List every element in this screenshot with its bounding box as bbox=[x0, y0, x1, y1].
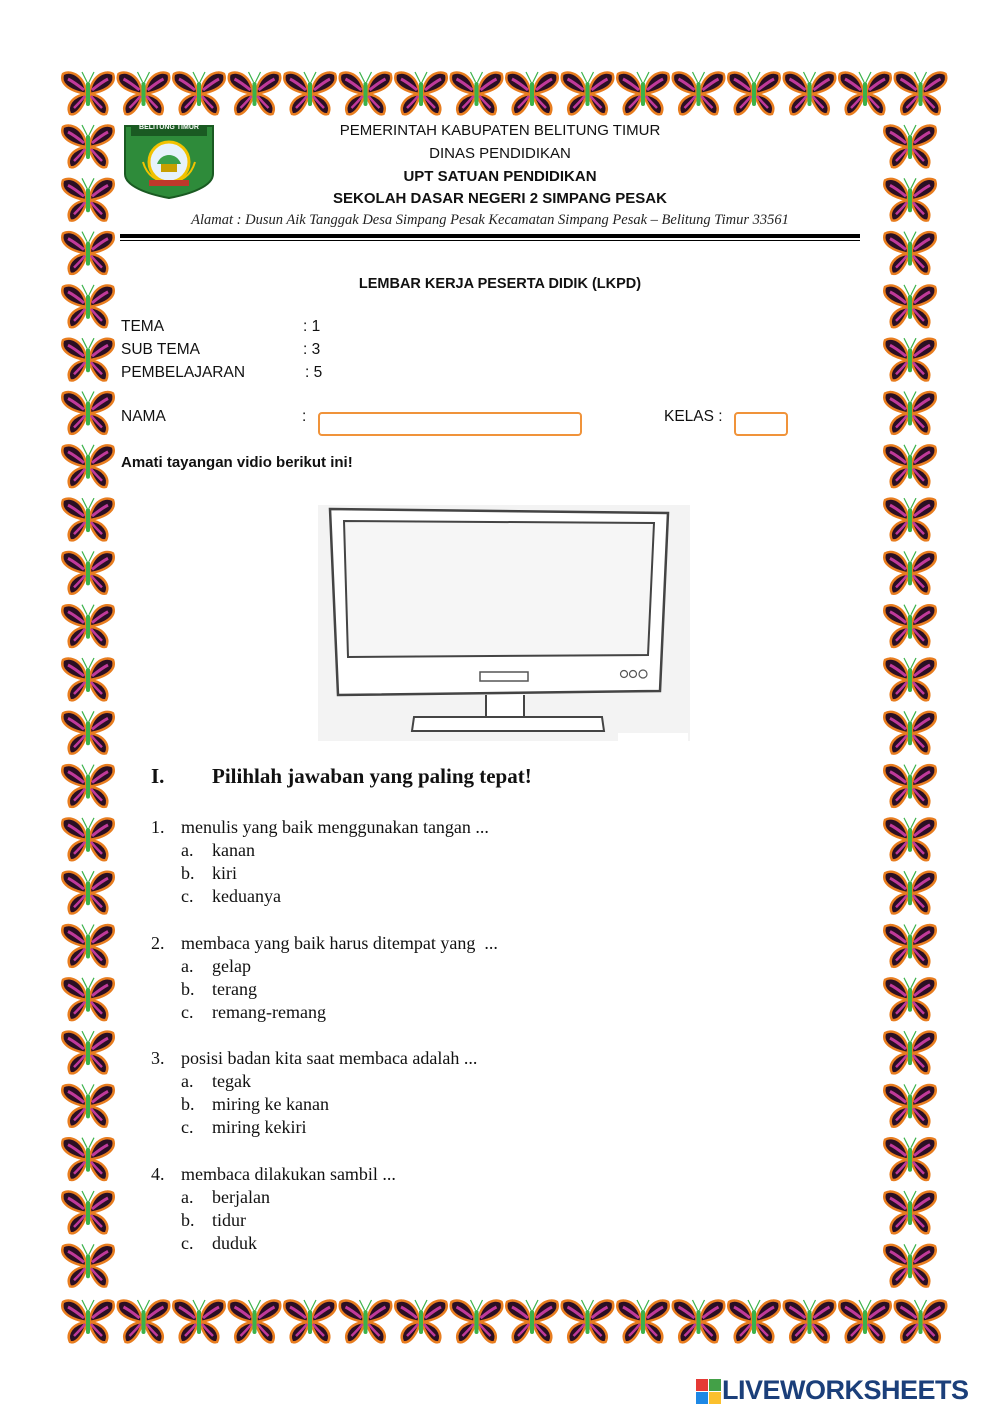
butterfly-icon bbox=[62, 72, 113, 114]
nama-colon: : bbox=[302, 408, 307, 425]
question-text: posisi badan kita saat membaca adalah ... bbox=[181, 1048, 478, 1068]
question-number: 2. bbox=[151, 933, 165, 953]
butterfly-icon bbox=[895, 1300, 946, 1342]
header-rule-thick bbox=[120, 234, 860, 238]
butterfly-icon bbox=[884, 871, 935, 913]
subtema-label: SUB TEMA bbox=[121, 341, 200, 358]
option-letter: b. bbox=[181, 1094, 195, 1114]
butterfly-icon bbox=[118, 1300, 169, 1342]
header-rule-thin bbox=[120, 240, 860, 241]
nama-input[interactable] bbox=[318, 412, 582, 436]
question-text: membaca yang baik harus ditempat yang ... bbox=[181, 933, 498, 953]
butterfly-icon bbox=[884, 925, 935, 967]
option-text[interactable]: tegak bbox=[212, 1071, 251, 1091]
butterfly-icon bbox=[884, 1191, 935, 1233]
option-letter: b. bbox=[181, 979, 195, 999]
butterfly-icon bbox=[884, 232, 935, 274]
butterfly-icon bbox=[451, 1300, 502, 1342]
butterfly-icon bbox=[884, 1244, 935, 1286]
butterfly-icon bbox=[62, 765, 113, 807]
butterfly-icon bbox=[173, 1300, 224, 1342]
option-letter: b. bbox=[181, 1210, 195, 1230]
butterfly-icon bbox=[62, 1300, 113, 1342]
butterfly-icon bbox=[884, 605, 935, 647]
question-text: menulis yang baik menggunakan tangan ... bbox=[181, 817, 489, 837]
option-letter: a. bbox=[181, 1071, 194, 1091]
butterfly-icon bbox=[62, 392, 113, 434]
butterfly-icon bbox=[284, 1300, 335, 1342]
butterfly-icon bbox=[284, 72, 335, 114]
butterfly-icon bbox=[884, 392, 935, 434]
option-letter: c. bbox=[181, 886, 194, 906]
butterfly-icon bbox=[617, 1300, 668, 1342]
butterfly-icon bbox=[839, 1300, 890, 1342]
liveworksheets-logo-icon bbox=[696, 1379, 722, 1405]
butterfly-icon bbox=[62, 1244, 113, 1286]
pembelajaran-label: PEMBELAJARAN bbox=[121, 364, 246, 381]
butterfly-icon bbox=[340, 1300, 391, 1342]
subtema-value: : 3 bbox=[303, 341, 321, 358]
video-monitor-image[interactable] bbox=[318, 505, 690, 741]
option-text[interactable]: keduanya bbox=[212, 886, 281, 906]
butterfly-icon bbox=[728, 1300, 779, 1342]
butterfly-icon bbox=[506, 1300, 557, 1342]
butterfly-icon bbox=[62, 605, 113, 647]
butterfly-icon bbox=[884, 1138, 935, 1180]
option-letter: c. bbox=[181, 1233, 194, 1253]
butterfly-icon bbox=[62, 925, 113, 967]
butterfly-icon bbox=[884, 978, 935, 1020]
question-number: 4. bbox=[151, 1164, 165, 1184]
option-text[interactable]: kiri bbox=[212, 863, 237, 883]
option-letter: a. bbox=[181, 1187, 194, 1207]
butterfly-icon bbox=[884, 498, 935, 540]
option-text[interactable]: remang-remang bbox=[212, 1002, 326, 1022]
option-letter: c. bbox=[181, 1117, 194, 1137]
butterfly-icon bbox=[62, 871, 113, 913]
question-number: 1. bbox=[151, 817, 165, 837]
tema-label: TEMA bbox=[121, 318, 165, 335]
butterfly-icon bbox=[673, 72, 724, 114]
butterfly-icon bbox=[62, 818, 113, 860]
question-text: membaca dilakukan sambil ... bbox=[181, 1164, 396, 1184]
header-unit: UPT SATUAN PENDIDIKAN bbox=[403, 168, 597, 185]
butterfly-icon bbox=[839, 72, 890, 114]
butterfly-icon bbox=[62, 658, 113, 700]
emblem-caption: BELITUNG TIMUR bbox=[139, 124, 199, 131]
header-government: PEMERINTAH KABUPATEN BELITUNG TIMUR bbox=[339, 122, 661, 139]
option-letter: a. bbox=[181, 956, 194, 976]
kelas-input[interactable] bbox=[734, 412, 788, 436]
butterfly-icon bbox=[62, 232, 113, 274]
question-number: 3. bbox=[151, 1048, 165, 1068]
butterfly-icon bbox=[62, 1031, 113, 1073]
option-text[interactable]: miring ke kanan bbox=[212, 1094, 329, 1114]
butterfly-icon bbox=[395, 72, 446, 114]
butterfly-icon bbox=[673, 1300, 724, 1342]
tema-value: : 1 bbox=[303, 318, 321, 335]
butterfly-icon bbox=[562, 72, 613, 114]
butterfly-icon bbox=[62, 978, 113, 1020]
butterfly-icon bbox=[62, 338, 113, 380]
butterfly-icon bbox=[229, 72, 280, 114]
instruction-text: Amati tayangan vidio berikut ini! bbox=[121, 454, 353, 471]
butterfly-icon bbox=[62, 445, 113, 487]
header-school: SEKOLAH DASAR NEGERI 2 SIMPANG PESAK bbox=[333, 190, 667, 207]
butterfly-icon bbox=[562, 1300, 613, 1342]
option-text[interactable]: terang bbox=[212, 979, 257, 999]
option-text[interactable]: berjalan bbox=[212, 1187, 270, 1207]
option-letter: c. bbox=[181, 1002, 194, 1022]
butterfly-icon bbox=[62, 1084, 113, 1126]
butterfly-icon bbox=[395, 1300, 446, 1342]
liveworksheets-brand[interactable]: LIVEWORKSHEETS bbox=[722, 1375, 969, 1405]
butterfly-icon bbox=[884, 445, 935, 487]
butterfly-icon bbox=[62, 1191, 113, 1233]
option-letter: b. bbox=[181, 863, 195, 883]
option-text[interactable]: gelap bbox=[212, 956, 251, 976]
option-text[interactable]: duduk bbox=[212, 1233, 257, 1253]
kelas-label: KELAS : bbox=[664, 408, 723, 425]
butterfly-icon bbox=[62, 711, 113, 753]
butterfly-icon bbox=[895, 72, 946, 114]
butterfly-icon bbox=[62, 1138, 113, 1180]
option-text[interactable]: tidur bbox=[212, 1210, 246, 1230]
butterfly-icon bbox=[229, 1300, 280, 1342]
butterfly-icon bbox=[884, 818, 935, 860]
butterfly-icon bbox=[884, 551, 935, 593]
butterfly-icon bbox=[884, 711, 935, 753]
butterfly-icon bbox=[62, 498, 113, 540]
butterfly-icon bbox=[784, 1300, 835, 1342]
butterfly-icon bbox=[884, 338, 935, 380]
butterfly-icon bbox=[173, 72, 224, 114]
option-letter: a. bbox=[181, 840, 194, 860]
butterfly-icon bbox=[884, 765, 935, 807]
section-number: I. bbox=[151, 764, 165, 788]
butterfly-icon bbox=[118, 72, 169, 114]
butterfly-icon bbox=[784, 72, 835, 114]
butterfly-icon bbox=[62, 551, 113, 593]
header-agency: DINAS PENDIDIKAN bbox=[429, 145, 571, 162]
option-text[interactable]: kanan bbox=[212, 840, 255, 860]
pembelajaran-value: : 5 bbox=[305, 364, 323, 381]
butterfly-icon bbox=[617, 72, 668, 114]
nama-label: NAMA bbox=[121, 408, 166, 425]
butterfly-icon bbox=[728, 72, 779, 114]
butterfly-icon bbox=[884, 658, 935, 700]
header-address: Alamat : Dusun Aik Tanggak Desa Simpang Pesak Kecamatan Simpang Pesak – Belitung Timur 33561 bbox=[191, 212, 789, 228]
butterfly-icon bbox=[884, 1084, 935, 1126]
doc-title: LEMBAR KERJA PESERTA DIDIK (LKPD) bbox=[358, 276, 642, 292]
butterfly-icon bbox=[451, 72, 502, 114]
butterfly-icon bbox=[884, 1031, 935, 1073]
butterfly-icon bbox=[506, 72, 557, 114]
section-title: Pilihlah jawaban yang paling tepat! bbox=[212, 764, 532, 788]
option-text[interactable]: miring kekiri bbox=[212, 1117, 307, 1137]
butterfly-icon bbox=[340, 72, 391, 114]
